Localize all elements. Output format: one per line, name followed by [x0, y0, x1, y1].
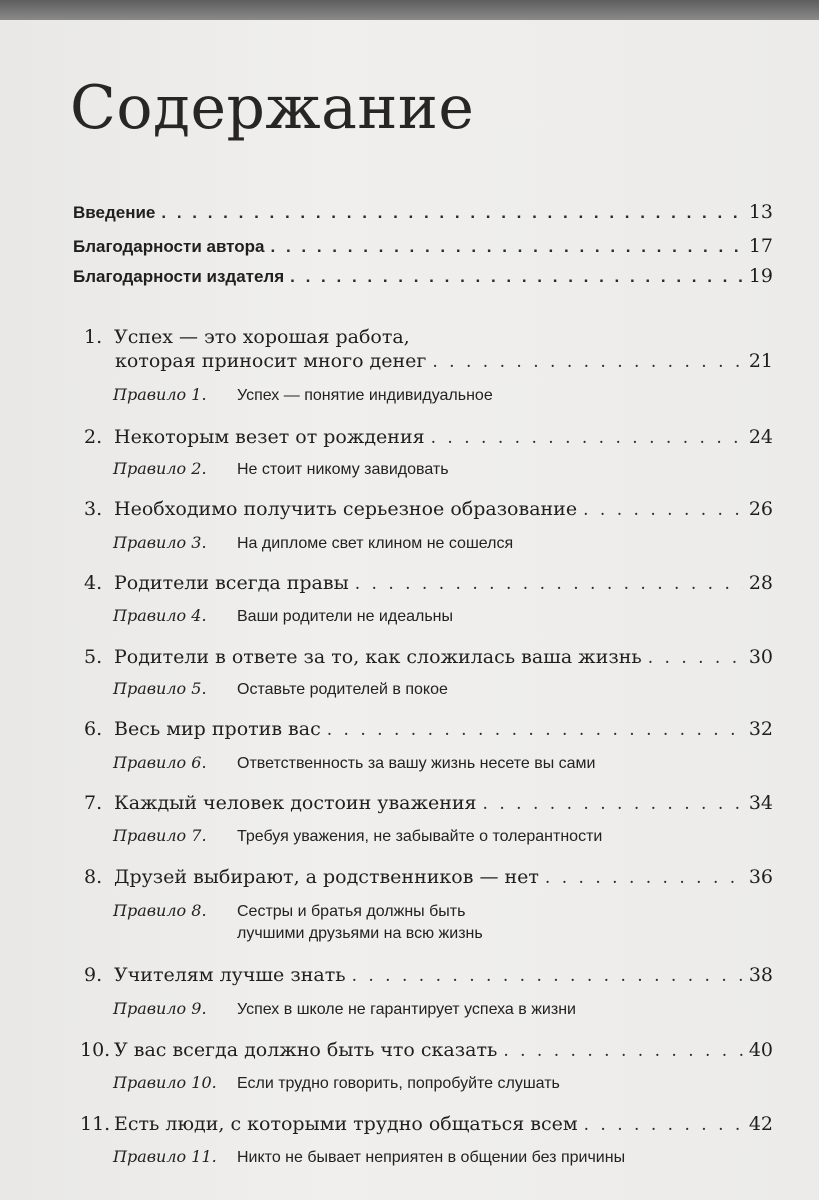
dot-leader: [483, 794, 743, 814]
toc-entry-chapter-6[interactable]: 6. Весь мир против вас . . . 32: [84, 718, 773, 740]
dot-leader: [290, 267, 743, 287]
toc-entry-chapter-7[interactable]: 7. Каждый человек достоин уважения . . . 34: [84, 792, 773, 814]
dot-leader: [545, 868, 743, 888]
toc-entry-chapter-4[interactable]: 4. Родители всегда правы . . . 28: [84, 572, 773, 594]
toc-entry-label: У вас всегда должно быть что сказать: [114, 1039, 498, 1061]
rule-10: Правило 10. Если трудно говорить, попробуйте слушать: [113, 1073, 560, 1092]
rule-5: Правило 5. Оставьте родителей в покое: [113, 679, 448, 698]
dot-leader: [432, 352, 742, 372]
page-number: 28: [748, 572, 773, 594]
toc-entry-label: Некоторым везет от рождения: [114, 426, 425, 448]
toc-entry-chapter-10[interactable]: 10. У вас всегда должно быть что сказать . . . 40: [80, 1039, 773, 1061]
toc-entry-label: Благодарности издателя: [73, 267, 285, 286]
toc-entry-chapter-1[interactable]: [115, 350, 773, 372]
toc-entry-label: Весь мир против вас: [114, 718, 321, 740]
rule-8: Правило 8. Сестры и братья должны быть: [113, 901, 466, 920]
rule-3: Правило 3. На дипломе свет клином не сошелся: [113, 533, 514, 552]
toc-entry-publisher-thanks[interactable]: [73, 265, 773, 287]
page-number: 24: [748, 426, 773, 448]
page-number: 40: [748, 1039, 773, 1061]
toc-entry-label: которая приносит много денег: [115, 350, 427, 372]
toc-entry-chapter-8[interactable]: 8. Друзей выбирают, а родственников — нет . . . 36: [84, 866, 773, 888]
dot-leader: [352, 966, 743, 986]
rule-9: Правило 9. Успех в школе не гарантирует успеха в жизни: [113, 999, 576, 1018]
rule-11: Правило 11. Никто не бывает неприятен в общении без причины: [113, 1147, 626, 1166]
dot-leader: [431, 428, 743, 448]
page-number: 32: [748, 718, 773, 740]
page-title: Содержание: [70, 73, 475, 143]
dot-leader: [583, 500, 743, 520]
dot-leader: [271, 237, 743, 257]
page-number: 13: [748, 201, 773, 223]
chapter-1-title-line1[interactable]: 1. Успех — это хорошая работа,: [84, 326, 410, 348]
dot-leader: [584, 1115, 743, 1135]
dot-leader: [161, 203, 742, 223]
toc-entry-chapter-2[interactable]: 2. Некоторым везет от рождения . . . 24: [84, 426, 773, 448]
page-number: 26: [748, 498, 773, 520]
rule-7: Правило 7. Требуя уважения, не забывайте о толерантности: [113, 826, 603, 845]
page-number: 17: [748, 235, 773, 257]
toc-entry-chapter-3[interactable]: 3. Необходимо получить серьезное образование . . . 26: [84, 498, 773, 520]
page-number: 42: [748, 1113, 773, 1135]
page-number: 36: [748, 866, 773, 888]
toc-entry-label: Друзей выбирают, а родственников — нет: [114, 866, 539, 888]
toc-entry-label: Родители всегда правы: [114, 572, 349, 594]
toc-entry-introduction[interactable]: [73, 201, 773, 223]
page-number: 21: [748, 350, 773, 372]
page-number: 30: [748, 646, 773, 668]
rule-6: Правило 6. Ответственность за вашу жизнь несете вы сами: [113, 753, 596, 772]
dot-leader: [648, 648, 743, 668]
rule-2: Правило 2. Не стоит никому завидовать: [113, 459, 449, 478]
rule-8-continuation: лучшими друзьями на всю жизнь: [237, 925, 483, 942]
page-number: 19: [748, 265, 773, 287]
toc-entry-author-thanks[interactable]: [73, 235, 773, 257]
toc-entry-chapter-5[interactable]: 5. Родители в ответе за то, как сложилась ваша жизнь . . . 30: [84, 646, 773, 668]
toc-entry-label: Есть люди, с которыми трудно общаться всем: [114, 1113, 578, 1135]
toc-entry-chapter-9[interactable]: 9. Учителям лучше знать . . . 38: [84, 964, 773, 986]
toc-entry-label: Благодарности автора: [73, 237, 265, 256]
toc-entry-label: Введение: [73, 203, 156, 222]
page-number: 38: [748, 964, 773, 986]
dot-leader: [503, 1041, 743, 1061]
toc-entry-label: Родители в ответе за то, как сложилась ваша жизнь: [114, 646, 642, 668]
toc-entry-label: Каждый человек достоин уважения: [114, 792, 477, 814]
scan-top-edge: [0, 0, 819, 20]
toc-entry-label: Учителям лучше знать: [114, 964, 346, 986]
toc-entry-label: Необходимо получить серьезное образование: [114, 498, 578, 520]
toc-entry-chapter-11[interactable]: 11. Есть люди, с которыми трудно общаться всем . . . 42: [80, 1113, 773, 1135]
page-number: 34: [748, 792, 773, 814]
rule-1: Правило 1. Успех — понятие индивидуальное: [113, 385, 493, 404]
rule-4: Правило 4. Ваши родители не идеальны: [113, 606, 453, 625]
dot-leader: [327, 720, 743, 740]
dot-leader: [355, 574, 743, 594]
